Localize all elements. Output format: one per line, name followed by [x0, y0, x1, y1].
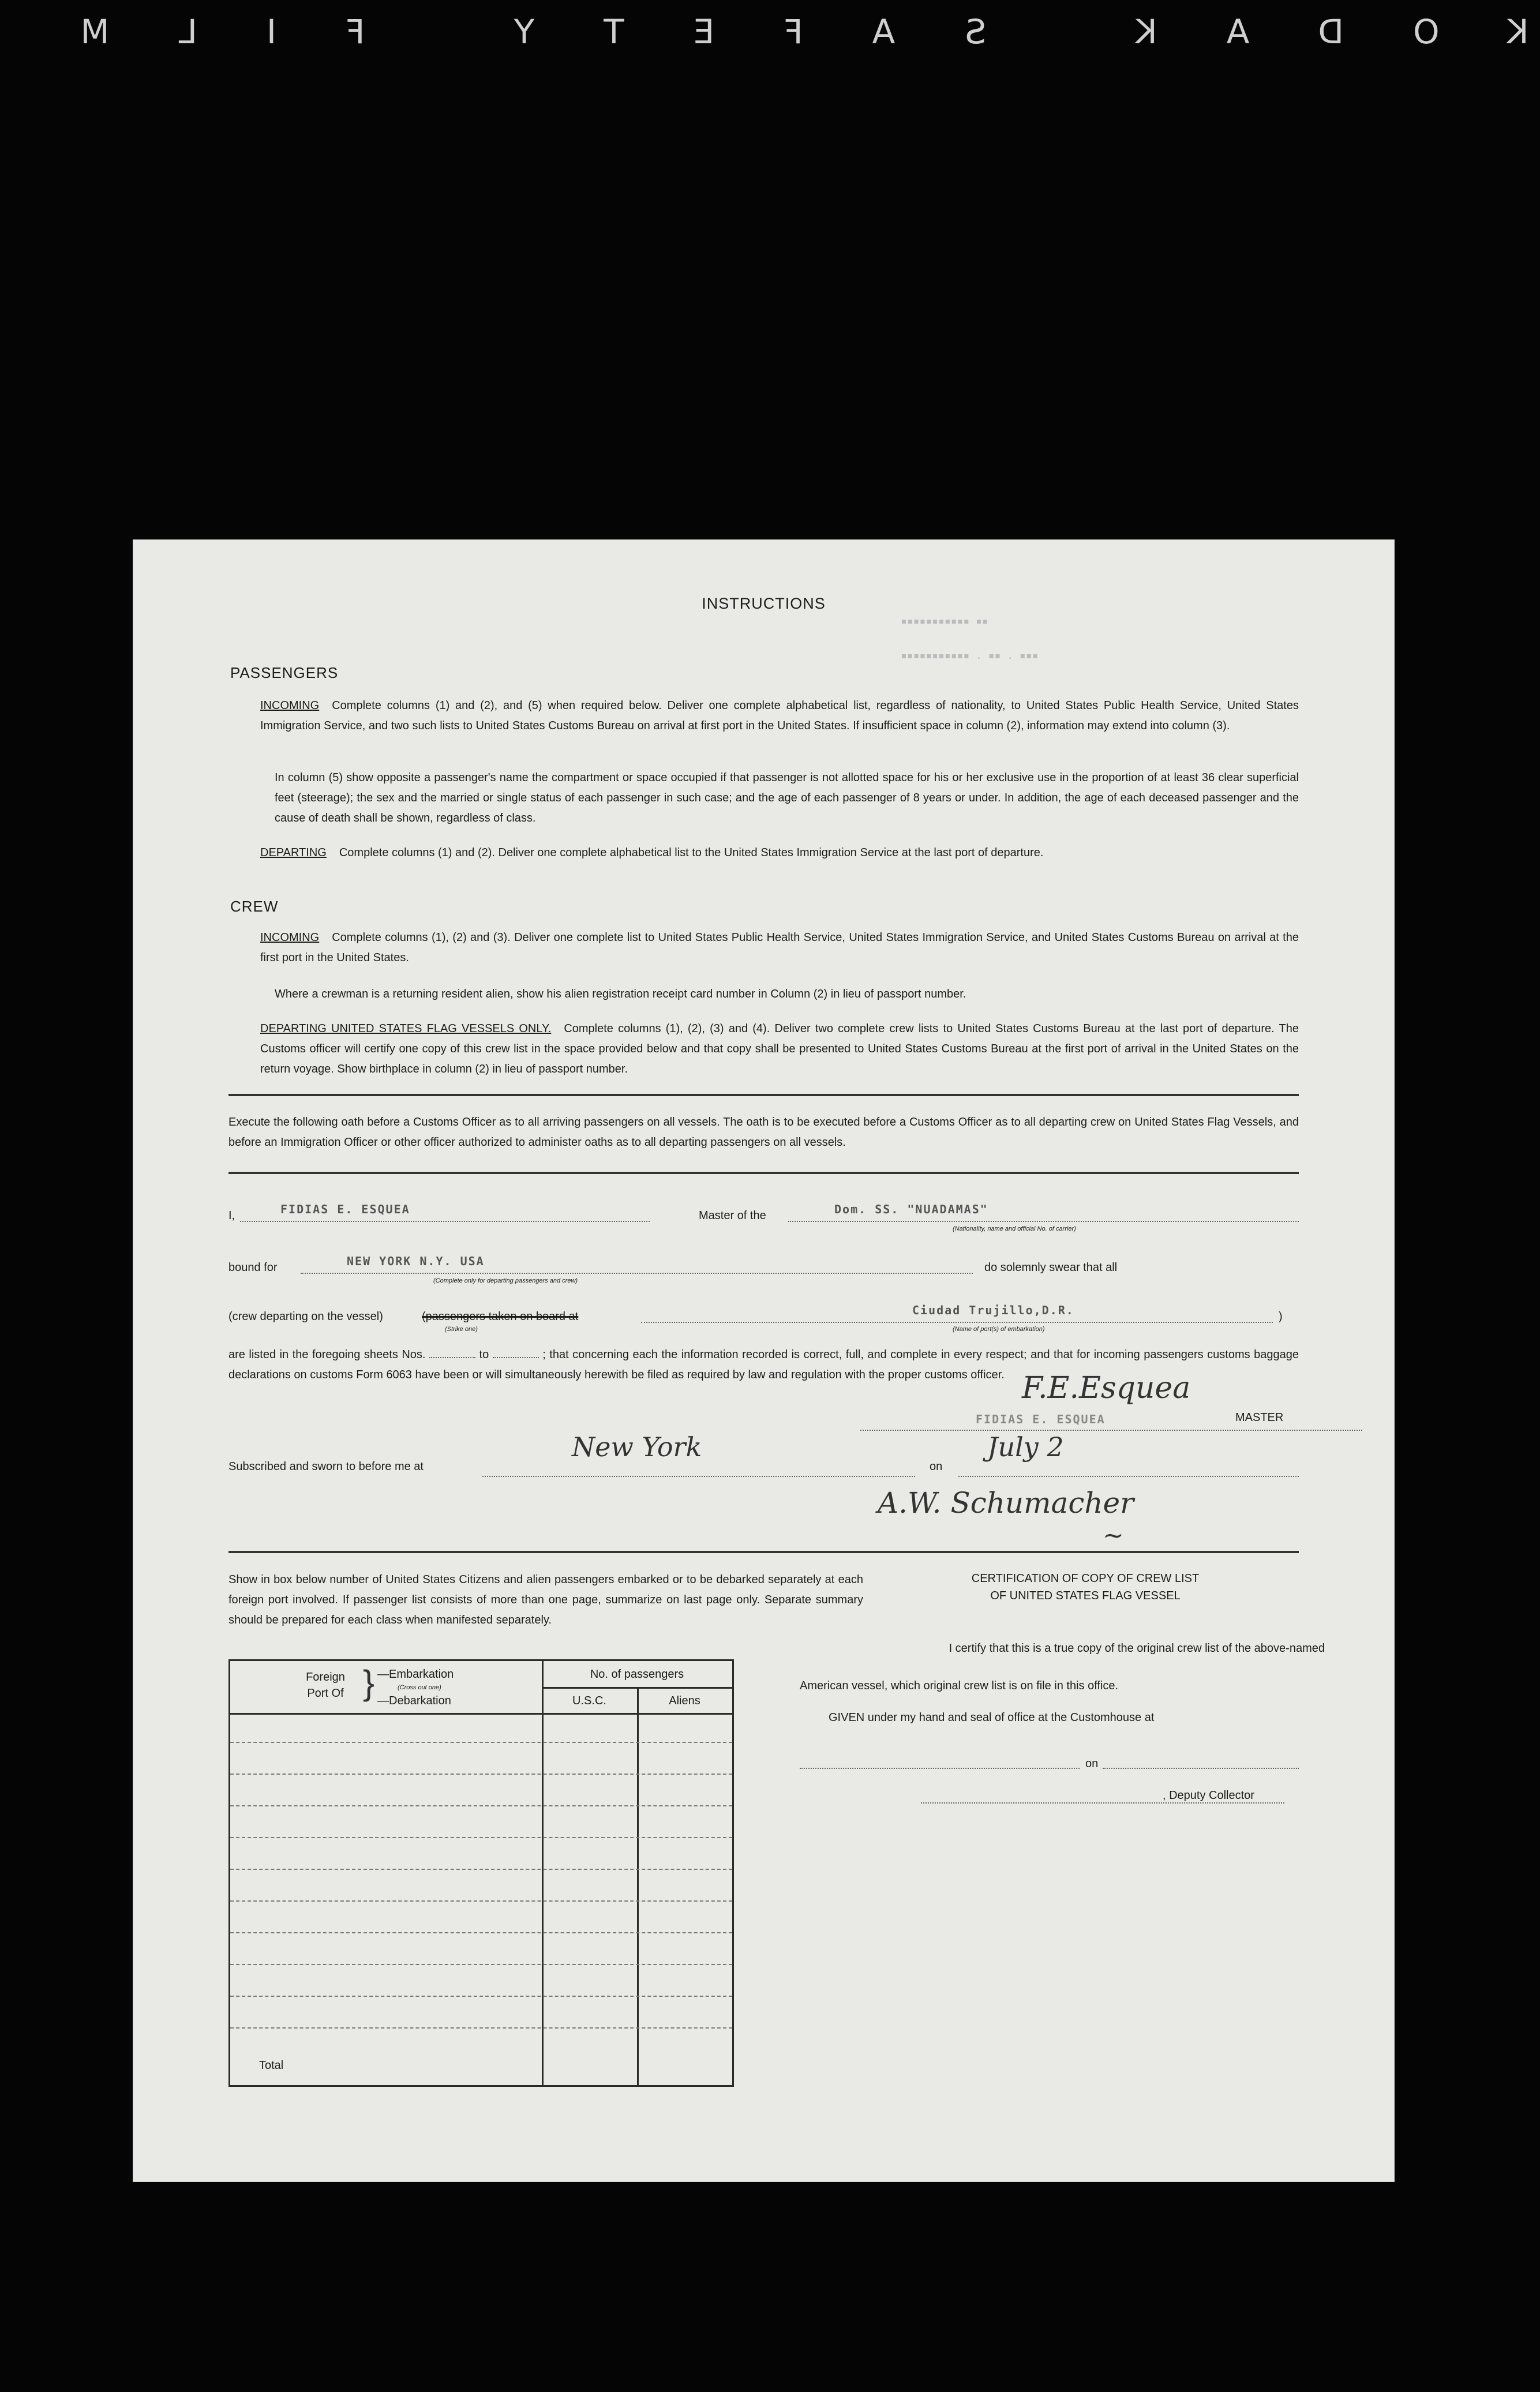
brace: } — [363, 1663, 375, 1702]
table-row — [230, 1964, 732, 1965]
sworn-date: July 2 — [987, 1431, 1064, 1463]
master-typed-name: FIDIAS E. ESQUEA — [976, 1412, 1106, 1426]
bound-for-label: bound for — [228, 1261, 278, 1274]
flag-vessels-paragraph — [260, 1019, 1299, 1079]
document-page — [133, 539, 1395, 2182]
departing-text: Complete columns (1) and (2). Deliver one complete alphabetical list to the United States Immigration Service at the last port of departure. — [339, 846, 1044, 859]
crew-incoming-label: INCOMING — [260, 931, 320, 944]
total-label: Total — [259, 2059, 284, 2072]
certification-line3: GIVEN under my hand and seal of office at the Customhouse at — [829, 1711, 1155, 1724]
table-row — [230, 1869, 732, 1870]
departing-label: DEPARTING — [260, 846, 327, 859]
bound-for-field — [301, 1254, 973, 1274]
summary-instructions: Show in box below number of United States Citizens and alien passengers embarked or to be debarked separately at each foreign port involved. If passenger list consists of more than one page, summarize on last page only. Separate summary should be prepared for each class when manifested separately. — [228, 1573, 863, 1626]
table-row — [230, 1900, 732, 1902]
flag-vessels-label: DEPARTING UNITED STATES FLAG VESSELS ONLY. — [260, 1022, 552, 1035]
sheets-to: to — [479, 1348, 489, 1361]
sworn-place-field — [482, 1463, 915, 1477]
column5-paragraph: In column (5) show opposite a passenger's name the compartment or space occupied if that passenger is not allotted space for his or her exclusive use in the proportion of at least 36 clear superficial feet (steerage); the sex and the married or single status of each passenger in such case; and the age of each passenger of 8 years or under. In addition, the age of each deceased passenger and the cause of death shall be shown, regardless of class. — [275, 771, 1299, 824]
bound-caption: (Complete only for departing passengers and crew) — [433, 1277, 578, 1284]
subscribed-label: Subscribed and sworn to before me at — [228, 1460, 424, 1473]
master-of-label: Master of the — [699, 1209, 766, 1222]
on-label: on — [930, 1460, 943, 1473]
divider — [228, 1172, 1299, 1174]
table-column-rule — [542, 1661, 544, 2085]
sworn-date-field — [958, 1463, 1299, 1477]
page-title: INSTRUCTIONS — [702, 595, 826, 612]
bound-for-value: NEW YORK N.Y. USA — [347, 1254, 485, 1268]
table-header-rule — [230, 1713, 732, 1715]
port-caption: (Name of port(s) of embarkation) — [953, 1326, 1045, 1333]
officer-signature: A.W. Schumacher — [878, 1486, 1134, 1520]
table-row — [230, 1996, 732, 1997]
bleed-through-mark: ▪▪▪▪▪▪▪▪▪▪▪ ▪▪ — [901, 615, 988, 627]
table-row — [230, 2027, 732, 2029]
master-name-field — [240, 1202, 650, 1222]
crewman-paragraph: Where a crewman is a returning resident alien, show his alien registration receipt card number in Column (2) in lieu of passport number. — [275, 988, 966, 1000]
passengers-taken-struck: (passengers taken on board at — [422, 1310, 579, 1323]
close-paren: ) — [1279, 1310, 1283, 1323]
table-row — [230, 1805, 732, 1806]
crew-departing-label: (crew departing on the vessel) — [228, 1310, 383, 1323]
flag-vessels-text: Complete columns (1), (2), (3) and (4). Deliver two complete crew lists to United States Customs Bureau at the last port of departure. The Customs officer will certify one copy of this crew list in the space provided below and that copy shall be presented to United States Customs Bureau at the first port of arrival in the United States on the return voyage. Show birthplace in column (2) in lieu of passport number. — [260, 1022, 1299, 1075]
vessel-field — [788, 1202, 1299, 1222]
certification-title-line1: CERTIFICATION OF COPY OF CREW LIST — [971, 1572, 1200, 1585]
strike-caption: (Strike one) — [445, 1326, 478, 1333]
table-subheader-rule — [542, 1687, 732, 1689]
cross-out-caption: (Cross out one) — [398, 1684, 441, 1691]
passengers-heading: PASSENGERS — [230, 664, 339, 681]
passengers-taken-label — [422, 1310, 578, 1324]
table-column-rule — [637, 1687, 639, 2085]
table-row — [230, 1837, 732, 1838]
passengers-departing-paragraph — [260, 843, 1299, 863]
master-label: MASTER — [1235, 1411, 1284, 1424]
sheets-from-field — [429, 1357, 475, 1358]
certification-date-field — [1103, 1756, 1299, 1769]
embarkation-label: —Embarkation — [377, 1668, 454, 1681]
table-row — [230, 1932, 732, 1933]
sheets-to-field — [493, 1357, 539, 1358]
bleed-through-mark: ▪▪▪▪▪▪▪▪▪▪▪ . ▪▪ . ▪▪▪ — [901, 650, 1039, 662]
debarkation-label: —Debarkation — [377, 1694, 451, 1707]
port-value: Ciudad Trujillo,D.R. — [912, 1303, 1074, 1317]
crew-heading: CREW — [230, 898, 279, 915]
oath-intro: Execute the following oath before a Customs Officer as to all arriving passengers on all vessels. The oath is to be executed before a Customs Officer as to all departing crew on United States Flag Vessels, and before an Immigration Officer or other officer authorized to administer oaths as to all departing passengers on all vessels. — [228, 1116, 1299, 1149]
table-row — [230, 1774, 732, 1775]
certification-line2: American vessel, which original crew list is on file in this office. — [800, 1679, 1119, 1692]
vessel-name: Dom. SS. "NUADAMAS" — [834, 1202, 988, 1216]
officer-initials: ~ — [1103, 1521, 1124, 1550]
usc-header: U.S.C. — [572, 1694, 606, 1707]
vessel-caption: (Nationality, name and official No. of carrier) — [953, 1225, 1076, 1232]
certification-title-line2: OF UNITED STATES FLAG VESSEL — [990, 1589, 1181, 1602]
film-edge-text: KODAK SAFETY FILM — [11, 12, 1529, 51]
crew-incoming-paragraph — [260, 928, 1299, 968]
sheets-text-2: ; that concerning each the information recorded is correct, full, and complete in every respect; and that for incoming passengers customs baggage declarations on customs Form 6063 have been or will simultaneously herewith be filed as required by law and regulation with the proper customs officer. — [228, 1348, 1299, 1381]
passengers-incoming-paragraph — [260, 696, 1299, 736]
swear-text: do solemnly swear that all — [984, 1261, 1118, 1274]
aliens-header: Aliens — [669, 1694, 700, 1707]
sworn-place: New York — [572, 1431, 702, 1463]
master-name: FIDIAS E. ESQUEA — [280, 1202, 410, 1216]
foreign-port-of-label: Foreign Port Of — [306, 1671, 345, 1700]
no-of-passengers-header: No. of passengers — [590, 1668, 684, 1681]
passenger-summary-table — [228, 1659, 734, 2087]
table-row — [230, 1742, 732, 1743]
divider — [228, 1551, 1299, 1553]
crew-incoming-text: Complete columns (1), (2) and (3). Deliver one complete list to United States Public Health Service, United States Immigration Service, and United States Customs Bureau on arrival at the first port in the United States. — [260, 931, 1299, 964]
certification-title — [849, 1570, 1322, 1604]
i-label: I, — [228, 1209, 235, 1222]
port-field — [641, 1303, 1273, 1323]
incoming-label: INCOMING — [260, 699, 320, 712]
master-signature: F.E.Esquea — [1022, 1371, 1191, 1405]
deputy-collector-label: , Deputy Collector — [1160, 1789, 1254, 1802]
master-signature-line — [860, 1412, 1362, 1431]
incoming-text: Complete columns (1) and (2), and (5) when required below. Deliver one complete alphabetical list, regardless of nationality, to United States Public Health Service, United States Immigration Service, and two such lists to United States Customs Bureau on arrival at first port in the United States. If insufficient space in column (2), information may extend into column (3). — [260, 699, 1299, 732]
certification-line1: I certify that this is a true copy of the original crew list of the above-named — [949, 1642, 1325, 1655]
divider — [228, 1094, 1299, 1096]
sheets-text-1: are listed in the foregoing sheets Nos. — [228, 1348, 426, 1361]
certification-on-label: on — [1085, 1757, 1099, 1770]
customhouse-field — [800, 1756, 1080, 1769]
